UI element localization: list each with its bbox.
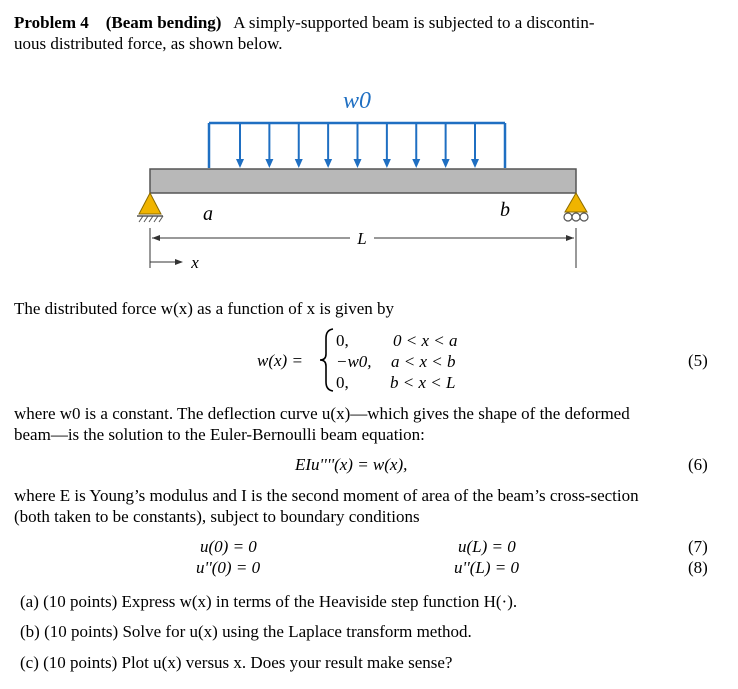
problem-label: Problem 4	[14, 13, 89, 32]
piecewise-case-2-cond: a < x < b	[391, 352, 456, 371]
piecewise-brace	[317, 326, 337, 394]
distributed-load	[209, 123, 505, 168]
load-arrows	[236, 123, 479, 168]
load-arrow-head	[295, 159, 303, 168]
load-arrow-head	[471, 159, 479, 168]
equation-number-5: (5)	[688, 351, 708, 370]
intro-text-line1: A simply-supported beam is subjected to a discontin-	[233, 13, 595, 32]
pin-support-left	[137, 193, 163, 222]
equation-number-8: (8)	[688, 558, 708, 577]
question-a	[20, 591, 517, 612]
wdef-intro: The distributed force w(x) as a function of x is given by	[14, 299, 395, 318]
beam-figure	[0, 0, 738, 290]
piecewise-case-1-value: 0,	[336, 331, 349, 350]
problem-topic: (Beam bending)	[105, 13, 222, 32]
question-c-label: (c)	[20, 653, 39, 672]
load-arrow-head	[442, 159, 450, 168]
question-b-label: (b)	[20, 622, 40, 641]
point-b-label: b	[500, 199, 510, 221]
intro-text-line2: uous distributed force, as shown below.	[14, 34, 283, 53]
roller-support-right	[564, 193, 588, 221]
bc-left-1: u(0) = 0	[200, 537, 257, 556]
load-arrow-head	[412, 159, 420, 168]
bc-right-2: u''(L) = 0	[454, 558, 520, 577]
question-b-text: (10 points) Solve for u(x) using the Laplace transform method.	[44, 622, 472, 641]
x-axis-label: x	[191, 253, 199, 272]
length-dimension	[150, 228, 576, 268]
point-a-label: a	[203, 203, 213, 225]
x-axis-arrow	[150, 253, 199, 272]
piecewise-lhs: w(x) =	[257, 351, 303, 370]
equation-6: EIu''''(x) = w(x),	[295, 455, 408, 474]
load-arrow-head	[354, 159, 362, 168]
question-b	[20, 621, 472, 642]
question-c-text: (10 points) Plot u(x) versus x. Does your result make sense?	[43, 653, 453, 672]
para2-line1: where w0 is a constant. The deflection curve u(x)—which gives the shape of the deformed	[14, 404, 630, 423]
load-arrow-head	[383, 159, 391, 168]
para3-line1: where E is Young’s modulus and I is the second moment of area of the beam’s cross-section	[14, 486, 639, 505]
load-label: w0	[342, 88, 372, 114]
beam	[150, 169, 576, 193]
para3-line2: (both taken to be constants), subject to boundary conditions	[14, 507, 420, 526]
piecewise-case-3-cond: b < x < L	[390, 373, 456, 392]
bc-left-2: u''(0) = 0	[196, 558, 261, 577]
question-a-label: (a)	[20, 592, 39, 611]
load-arrow-head	[265, 159, 273, 168]
question-a-text: (10 points) Express w(x) in terms of the Heaviside step function H(·).	[43, 592, 518, 611]
piecewise-case-3-value: 0,	[336, 373, 349, 392]
length-label: L	[357, 229, 367, 248]
equation-number-6: (6)	[688, 455, 708, 474]
bc-right-1: u(L) = 0	[458, 537, 516, 556]
para2-line2: beam—is the solution to the Euler-Bernoulli beam equation:	[14, 425, 425, 444]
load-arrow-head	[236, 159, 244, 168]
piecewise-case-2-value: −w0,	[336, 352, 372, 371]
load-arrow-head	[324, 159, 332, 168]
equation-number-7: (7)	[688, 537, 708, 556]
question-c	[20, 652, 452, 673]
piecewise-case-1-cond: 0 < x < a	[393, 331, 458, 350]
